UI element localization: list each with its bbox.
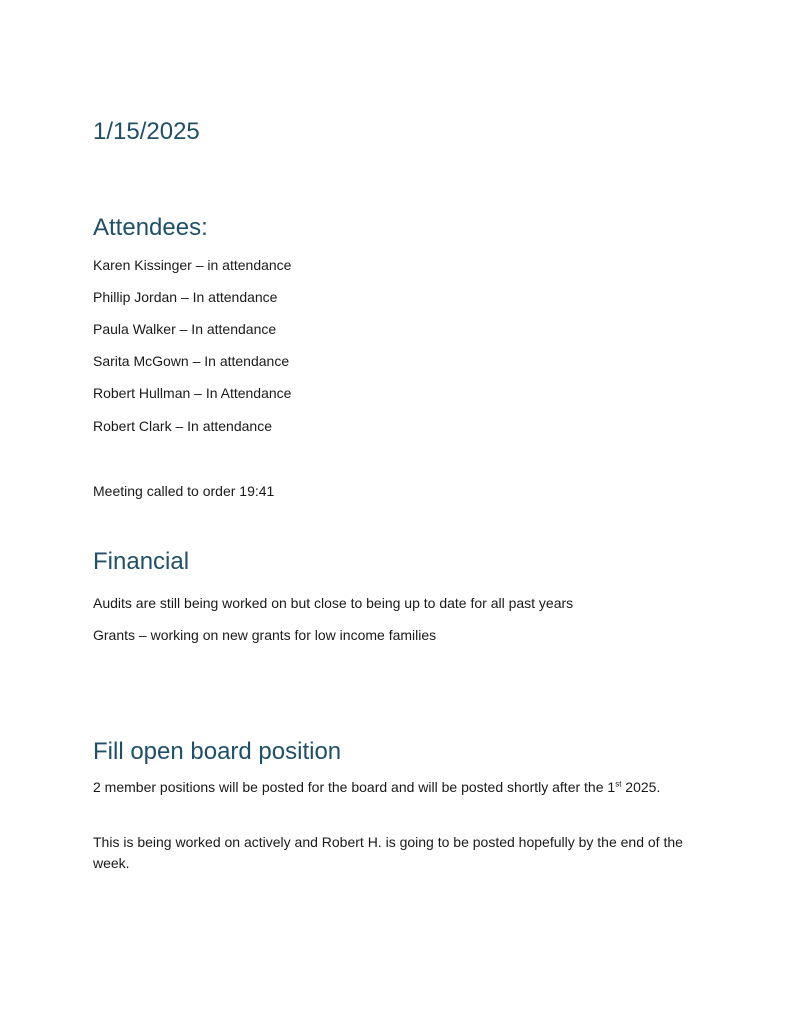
attendee-item: Paula Walker – In attendance <box>93 321 277 337</box>
attendees-heading: Attendees: <box>93 214 208 241</box>
board-paragraph-positions-text: 2 member positions will be posted for the board and will be posted shortly after the 1 <box>93 779 616 795</box>
meeting-called-to-order: Meeting called to order 19:41 <box>93 483 275 499</box>
attendee-item: Sarita McGown – In attendance <box>93 353 290 369</box>
board-paragraph-positions <box>93 777 703 798</box>
ordinal-suffix: st <box>615 779 622 789</box>
board-position-heading: Fill open board position <box>93 738 342 765</box>
attendee-item: Karen Kissinger – in attendance <box>93 257 292 273</box>
board-paragraph-positions-tail: 2025. <box>621 779 661 795</box>
financial-heading: Financial <box>93 548 190 575</box>
financial-item-audits: Audits are still being worked on but close to being up to date for all past years <box>93 595 574 611</box>
attendee-item: Robert Clark – In attendance <box>93 418 272 434</box>
attendee-item: Phillip Jordan – In attendance <box>93 289 278 305</box>
attendee-item: Robert Hullman – In Attendance <box>93 385 292 401</box>
meeting-date-heading: 1/15/2025 <box>93 118 200 145</box>
financial-item-grants: Grants – working on new grants for low income families <box>93 627 437 643</box>
board-paragraph-progress: This is being worked on actively and Robert H. is going to be posted hopefully by the end of the week. <box>93 834 683 871</box>
